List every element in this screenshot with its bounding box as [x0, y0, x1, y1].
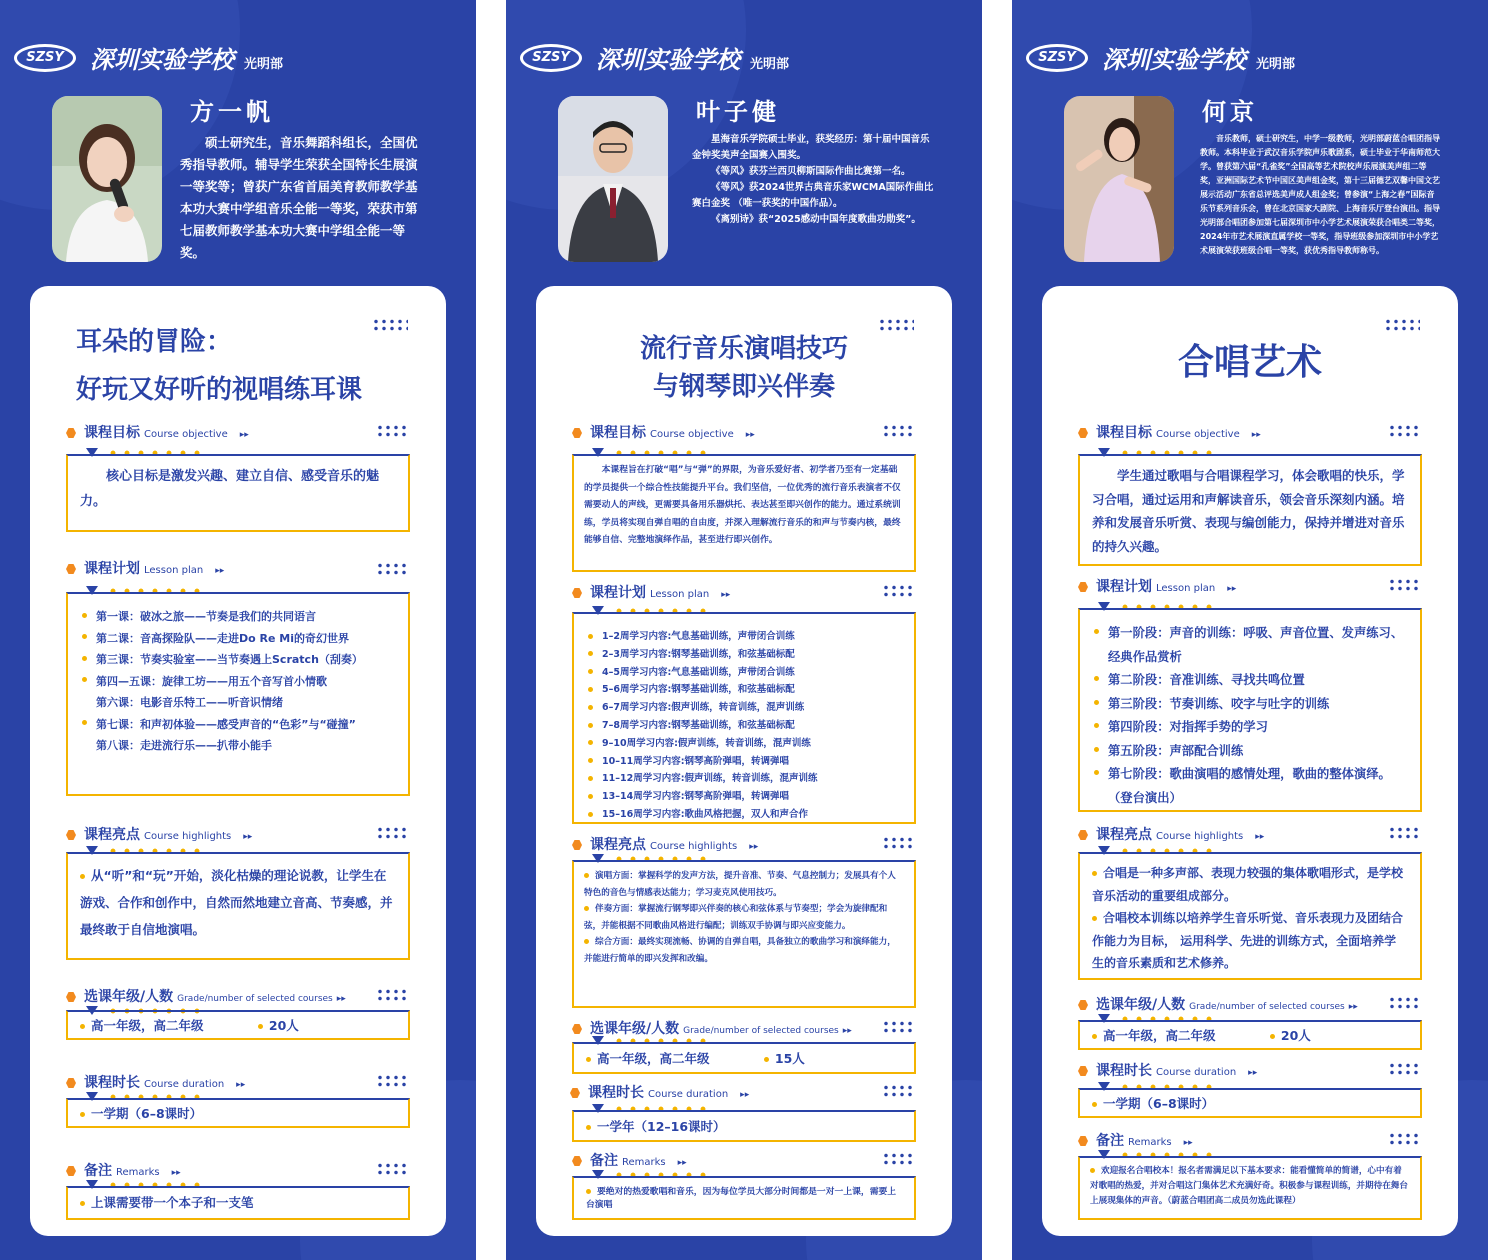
- dot-grid-icon: [1388, 826, 1420, 840]
- list-item: 第一课：破冰之旅——节奏是我们的共同语言: [80, 606, 396, 628]
- section-title: 课程计划: [1096, 579, 1152, 595]
- school-logo-icon: SZSY: [14, 44, 76, 72]
- section-title: 课程目标: [84, 425, 140, 441]
- remarks-value: 欢迎报名合唱校本！报名者需满足以下基本要求：能看懂简单的简谱，心中有着对歌唱的热爱，并对合唱这门集体艺术充满好奇。积极参与课程训练，并期待在舞台上展现集体的声音。（蔚蓝合唱团高二成员勿选此课程）: [1090, 1166, 1408, 1206]
- dot-grid-icon: [882, 1020, 914, 1034]
- remarks-box: [66, 1186, 410, 1220]
- section-remarks-header: [1078, 1130, 1193, 1150]
- list-item: 2–3周学习内容:钢琴基础训练，和弦基础标配: [586, 646, 902, 664]
- course-card: [30, 286, 446, 1236]
- dot-grid-icon: [376, 424, 408, 438]
- teacher-photo: [52, 96, 162, 262]
- poster-panel-3: [1012, 0, 1488, 1260]
- section-subtitle: Course duration: [144, 1079, 225, 1090]
- duration-value: 一学期（6–8课时）: [91, 1106, 203, 1121]
- duration-value: 一学年（12–16课时）: [597, 1119, 726, 1134]
- dot-grid-icon: [376, 988, 408, 1002]
- highlight-item: 合唱校本训练以培养学生音乐听觉、音乐表现力及团结合作能力为目标， 运用科学、先进的训练方式，全面培养学生的音乐素质和艺术修养。: [1092, 911, 1404, 970]
- section-subtitle: Course highlights: [1156, 831, 1244, 842]
- list-item: 4–5周学习内容:气息基础训练，声带闭合训练: [586, 664, 902, 682]
- section-subtitle: Course duration: [648, 1089, 729, 1100]
- section-title: 课程时长: [588, 1085, 644, 1101]
- dot-grid-icon: [1388, 578, 1420, 592]
- list-item: 13–14周学习内容:钢琴高阶弹唱，转调弹唱: [586, 788, 902, 806]
- bullet-icon: [1270, 1034, 1275, 1039]
- double-arrow-icon: ▸▸: [1183, 1138, 1193, 1148]
- section-subtitle: Course duration: [1156, 1067, 1237, 1078]
- section-plan-header: [66, 558, 224, 578]
- dot-grid-icon: [376, 826, 408, 840]
- section-highlights-header: [1078, 824, 1264, 844]
- hexagon-bullet-icon: [66, 830, 76, 840]
- teacher-bio: 硕士研究生，音乐舞蹈科组长，全国优秀指导教师。辅导学生荣获全国特长生展演一等奖等；曾获广东省首届美育教师教学基本功大赛中学组音乐全能一等奖，荣获市第七届教师教学基本功大赛中学组全能一等奖。: [180, 135, 418, 260]
- double-arrow-icon: ▸▸: [1251, 430, 1261, 440]
- section-subtitle: Course highlights: [144, 831, 232, 842]
- dot-grid-icon: [1388, 996, 1420, 1010]
- section-subtitle: Lesson plan: [650, 589, 710, 600]
- course-title-line-2: 好玩又好听的视唱练耳课: [76, 375, 363, 405]
- hexagon-bullet-icon: [66, 992, 76, 1002]
- objective-text: 本课程旨在打破“唱”与“弹”的界限，为音乐爱好者、初学者乃至有一定基础的学员提供一个综合性技能提升平台。我们坚信，一位优秀的流行音乐表演者不仅需要动人的声线，更需要具备用乐器烘托、表达甚至即兴创作的能力。通过系统训练，学员将实现自弹自唱的自由度，并深入理解流行音乐的和声与节奏内核，最终能够自信、完整地演绎作品，甚至进行即兴创作。: [584, 465, 901, 545]
- section-grade-header: [572, 1018, 852, 1038]
- plan-box: [66, 592, 410, 796]
- section-duration-header: [570, 1082, 749, 1102]
- bio-line: 《离别诗》获“2025感动中国年度歌曲功勋奖”。: [711, 214, 921, 225]
- section-title: 备注: [84, 1163, 112, 1179]
- hexagon-bullet-icon: [1078, 1136, 1088, 1146]
- highlights-box: [1078, 852, 1422, 980]
- section-duration-header: [66, 1072, 245, 1092]
- school-name: 深圳实验学校: [90, 45, 234, 74]
- section-subtitle: Course objective: [1156, 429, 1240, 440]
- highlights-text: 从“听”和“玩”开始，淡化枯燥的理论说教，让学生在游戏、合作和创作中，自然而然地建立音高、节奏感，并最终敢于自信地演唱。: [80, 868, 393, 937]
- bullet-icon: [584, 873, 589, 878]
- section-highlights-header: [66, 824, 252, 844]
- section-remarks-header: [572, 1150, 687, 1170]
- double-arrow-icon: ▸▸: [236, 1080, 246, 1090]
- section-subtitle: Grade/number of selected courses: [1189, 1002, 1345, 1012]
- bullet-icon: [586, 1125, 591, 1130]
- list-item: 第七课：和声初体验——感受声音的“色彩”与“碰撞”: [80, 714, 396, 736]
- double-arrow-icon: ▸▸: [1348, 1002, 1358, 1012]
- dot-grid-icon: [1388, 424, 1420, 438]
- duration-value: 一学期（6–8课时）: [1103, 1096, 1215, 1111]
- school-campus: 光明部: [750, 57, 790, 72]
- section-title: 备注: [590, 1153, 618, 1169]
- bullet-icon: [586, 1057, 591, 1062]
- section-duration-header: [1078, 1060, 1257, 1080]
- school-logo: [14, 40, 283, 75]
- bio-line: 《等风》获芬兰西贝柳斯国际作曲比赛第一名。: [711, 166, 911, 177]
- section-subtitle: Grade/number of selected courses: [683, 1026, 839, 1036]
- section-subtitle: Course highlights: [650, 841, 738, 852]
- double-arrow-icon: ▸▸: [677, 1158, 687, 1168]
- bullet-icon: [80, 1112, 85, 1117]
- list-item: 15–16周学习内容:歌曲风格把握，双人和声合作: [586, 806, 902, 824]
- section-objective-header: [1078, 422, 1261, 442]
- grade-value: 高一年级，高二年级: [1103, 1028, 1216, 1043]
- school-logo-icon: SZSY: [520, 44, 582, 72]
- course-card: [536, 286, 952, 1236]
- duration-box: [1078, 1088, 1422, 1118]
- course-title-line-2: 与钢琴即兴伴奏: [652, 372, 835, 402]
- hexagon-bullet-icon: [66, 564, 76, 574]
- highlight-item: 合唱是一种多声部、表现力较强的集体歌唱形式，是学校音乐活动的重要组成部分。: [1092, 866, 1404, 903]
- bullet-icon: [1092, 871, 1097, 876]
- hexagon-bullet-icon: [1078, 830, 1088, 840]
- double-arrow-icon: ▸▸: [1248, 1068, 1258, 1078]
- list-item: 9–10周学习内容:假声训练，转音训练，混声训练: [586, 735, 902, 753]
- list-item: 第三课：节奏实验室——当节奏遇上Scratch（刮奏）: [80, 649, 396, 671]
- list-item: 第一阶段：声音的训练：呼吸、声音位置、发声练习、经典作品赏析: [1092, 622, 1408, 669]
- teacher-name: 何京: [1202, 98, 1258, 126]
- hexagon-bullet-icon: [66, 1078, 76, 1088]
- teacher-name: 方一帆: [190, 98, 274, 126]
- grade-box: [1078, 1020, 1422, 1050]
- double-arrow-icon: ▸▸: [171, 1168, 181, 1178]
- list-item: 第七阶段：歌曲演唱的感情处理，歌曲的整体演绎。（登台演出）: [1092, 763, 1408, 810]
- section-remarks-header: [66, 1160, 181, 1180]
- highlight-item: 综合方面：最终实现流畅、协调的自弹自唱，具备独立的歌曲学习和演绎能力，并能进行简单的即兴发挥和改编。: [584, 937, 896, 964]
- hexagon-bullet-icon: [1078, 1066, 1088, 1076]
- dot-grid-icon: [882, 1152, 914, 1166]
- section-title: 备注: [1096, 1133, 1124, 1149]
- section-subtitle: Remarks: [116, 1167, 160, 1178]
- objective-box: [572, 454, 916, 572]
- dot-grid-icon: [882, 836, 914, 850]
- section-subtitle: Lesson plan: [144, 565, 204, 576]
- bullet-icon: [764, 1057, 769, 1062]
- objective-box: [1078, 454, 1422, 566]
- school-logo-icon: SZSY: [1026, 44, 1088, 72]
- plan-box: [572, 612, 916, 824]
- section-title: 选课年级/人数: [590, 1021, 680, 1037]
- double-arrow-icon: ▸▸: [740, 1090, 750, 1100]
- bullet-icon: [1092, 916, 1097, 921]
- dot-grid-icon: [882, 424, 914, 438]
- dot-grid-icon: [882, 584, 914, 598]
- course-title-line-1: 流行音乐演唱技巧: [639, 334, 848, 364]
- remarks-box: [1078, 1156, 1422, 1220]
- hexagon-bullet-icon: [572, 840, 582, 850]
- double-arrow-icon: ▸▸: [336, 994, 346, 1004]
- highlight-item: 伴奏方面：掌握流行钢琴即兴伴奏的核心和弦体系与节奏型；学会为旋律配和弦，并能根据不同歌曲风格进行编配；训练双手协调与即兴应变能力。: [584, 904, 888, 931]
- list-item: 6–7周学习内容:假声训练，转音训练，混声训练: [586, 699, 902, 717]
- section-title: 课程目标: [590, 425, 646, 441]
- school-logo: [520, 40, 789, 75]
- bullet-icon: [1092, 1034, 1097, 1039]
- bullet-icon: [80, 1201, 85, 1206]
- hexagon-bullet-icon: [66, 1166, 76, 1176]
- dot-grid-icon: [376, 1074, 408, 1088]
- dot-grid-icon: [1384, 318, 1420, 332]
- double-arrow-icon: ▸▸: [842, 1026, 852, 1036]
- poster-panel-1: [0, 0, 476, 1260]
- teacher-bio: 音乐教师，硕士研究生，中学一级教师，光明部蔚蓝合唱团指导教师。本科毕业于武汉音乐学院声乐歌剧系，硕士毕业于华南师范大学。曾获第六届“孔雀奖”全国高等艺术院校声乐展演美声组二等奖，亚洲国际艺术节中国区美声组金奖，第十三届德艺双馨中国文艺展示活动广东省总评选美声成人组金奖；曾参演“上海之春”国际音乐节系列音乐会，曾在北京国家大剧院、上海音乐厅登台演出。指导光明部合唱团参加第七届深圳市中小学艺术展演荣获合唱类二等奖，2024年市艺术展演直属学校一等奖，指导班级参加深圳市中小学艺术展演荣获班级合唱一等奖，获优秀指导教师称号。: [1200, 134, 1440, 255]
- section-subtitle: Course objective: [650, 429, 734, 440]
- section-subtitle: Grade/number of selected courses: [177, 994, 333, 1004]
- hexagon-bullet-icon: [572, 428, 582, 438]
- bullet-icon: [258, 1024, 263, 1029]
- list-item: 第四阶段：对指挥手势的学习: [1092, 716, 1408, 740]
- bullet-icon: [584, 906, 589, 911]
- teacher-photo: [558, 96, 668, 262]
- section-grade-header: [66, 986, 346, 1006]
- section-plan-header: [1078, 576, 1236, 596]
- list-item: 第二课：音高探险队——走进Do Re Mi的奇幻世界: [80, 628, 396, 650]
- course-title-line-1: 耳朵的冒险：: [76, 327, 233, 357]
- grade-box: [572, 1042, 916, 1074]
- grade-value: 高一年级，高二年级: [91, 1018, 204, 1033]
- hexagon-bullet-icon: [572, 1156, 582, 1166]
- count-value: 20人: [268, 1018, 299, 1033]
- duration-box: [66, 1098, 410, 1128]
- plan-box: [1078, 608, 1422, 812]
- course-title: [30, 318, 476, 414]
- highlight-item: 演唱方面：掌握科学的发声方法，提升音准、节奏、气息控制力；发展具有个人特色的音色与情感表达能力；学习麦克风使用技巧。: [584, 871, 896, 898]
- bio-line: 星海音乐学院硕士毕业，获奖经历：第十届中国音乐金钟奖美声全国赛入围奖。: [692, 134, 930, 161]
- section-title: 课程亮点: [84, 827, 140, 843]
- count-value: 20人: [1280, 1028, 1311, 1043]
- double-arrow-icon: ▸▸: [1227, 584, 1237, 594]
- list-item: 第五阶段：声部配合训练: [1092, 740, 1408, 764]
- dot-grid-icon: [882, 1084, 914, 1098]
- list-item: 第二阶段：音准训练、寻找共鸣位置: [1092, 669, 1408, 693]
- list-item: 第八课：走进流行乐——扒带小能手: [96, 739, 272, 752]
- teacher-bio: [692, 132, 936, 228]
- grade-box: [66, 1010, 410, 1040]
- school-logo: [1026, 40, 1295, 75]
- course-title: 合唱艺术: [1177, 341, 1322, 383]
- poster-panel-2: [506, 0, 982, 1260]
- hexagon-bullet-icon: [1078, 582, 1088, 592]
- double-arrow-icon: ▸▸: [745, 430, 755, 440]
- double-arrow-icon: ▸▸: [243, 832, 253, 842]
- double-arrow-icon: ▸▸: [721, 590, 731, 600]
- highlights-box: [572, 860, 916, 1008]
- remarks-box: [572, 1176, 916, 1220]
- objective-text: 学生通过歌唱与合唱课程学习，体会歌唱的快乐，学习合唱，通过运用和声解读音乐，领会音乐深刻内涵。培养和发展音乐听赏、表现与编创能力，保持并增进对音乐的持久兴趣。: [1092, 468, 1405, 554]
- hexagon-bullet-icon: [572, 1024, 582, 1034]
- list-item: 1–2周学习内容:气息基础训练，声带闭合训练: [586, 628, 902, 646]
- school-name: 深圳实验学校: [596, 45, 740, 74]
- section-title: 选课年级/人数: [1096, 997, 1186, 1013]
- bullet-icon: [586, 1189, 591, 1194]
- double-arrow-icon: ▸▸: [215, 566, 225, 576]
- section-title: 课程计划: [590, 585, 646, 601]
- teacher-photo: [1064, 96, 1174, 262]
- bullet-icon: [80, 1024, 85, 1029]
- school-campus: 光明部: [244, 57, 284, 72]
- double-arrow-icon: ▸▸: [239, 430, 249, 440]
- bio-line: 《等风》获2024世界古典音乐家WCMA国际作曲比赛白金奖 （唯一获奖的中国作品）。: [692, 182, 934, 209]
- hexagon-bullet-icon: [1078, 1000, 1088, 1010]
- duration-box: [572, 1110, 916, 1142]
- section-subtitle: Lesson plan: [1156, 583, 1216, 594]
- bullet-icon: [1090, 1168, 1095, 1173]
- section-plan-header: [572, 582, 730, 602]
- objective-box: [66, 454, 410, 532]
- bullet-icon: [1092, 1102, 1097, 1107]
- hexagon-bullet-icon: [66, 428, 76, 438]
- course-card: [1042, 286, 1458, 1236]
- dot-grid-icon: [1388, 1062, 1420, 1076]
- hexagon-bullet-icon: [570, 1088, 580, 1098]
- section-title: 选课年级/人数: [84, 989, 174, 1005]
- list-item: 第四—五课：旋律工坊——用五个音写首小情歌: [80, 671, 396, 693]
- section-title: 课程目标: [1096, 425, 1152, 441]
- hexagon-bullet-icon: [1078, 428, 1088, 438]
- double-arrow-icon: ▸▸: [1255, 832, 1265, 842]
- hexagon-bullet-icon: [572, 588, 582, 598]
- list-item: 11–12周学习内容:假声训练，转音训练，混声训练: [586, 770, 902, 788]
- grade-value: 高一年级，高二年级: [597, 1051, 710, 1066]
- remarks-value: 上课需要带一个本子和一支笔: [91, 1195, 254, 1210]
- section-subtitle: Course objective: [144, 429, 228, 440]
- section-objective-header: [572, 422, 755, 442]
- highlights-box: [66, 852, 410, 960]
- list-item: 7–8周学习内容:钢琴基础训练，和弦基础标配: [586, 717, 902, 735]
- section-title: 课程计划: [84, 561, 140, 577]
- school-name: 深圳实验学校: [1102, 45, 1246, 74]
- section-title: 课程亮点: [590, 837, 646, 853]
- section-subtitle: Remarks: [1128, 1137, 1172, 1148]
- dot-grid-icon: [376, 562, 408, 576]
- course-title: [536, 330, 952, 406]
- section-title: 课程时长: [1096, 1063, 1152, 1079]
- bullet-icon: [584, 939, 589, 944]
- school-campus: 光明部: [1256, 57, 1296, 72]
- section-subtitle: Remarks: [622, 1157, 666, 1168]
- list-item: 第三阶段：节奏训练、咬字与吐字的训练: [1092, 693, 1408, 717]
- count-value: 15人: [774, 1051, 805, 1066]
- dot-grid-icon: [376, 1162, 408, 1176]
- list-item: 5–6周学习内容:钢琴基础训练，和弦基础标配: [586, 681, 902, 699]
- teacher-name: 叶子健: [696, 98, 780, 126]
- remarks-value: 要绝对的热爱歌唱和音乐，因为每位学员大部分时间都是一对一上课，需要上台演唱: [586, 1187, 897, 1210]
- dot-grid-icon: [1388, 1132, 1420, 1146]
- objective-text: 核心目标是激发兴趣、建立自信、感受音乐的魅力。: [80, 469, 380, 509]
- section-objective-header: [66, 422, 249, 442]
- section-title: 课程时长: [84, 1075, 140, 1091]
- bullet-icon: [80, 874, 85, 879]
- list-item: 第六课：电影音乐特工——听音识情绪: [96, 696, 283, 709]
- section-grade-header: [1078, 994, 1358, 1014]
- section-title: 课程亮点: [1096, 827, 1152, 843]
- double-arrow-icon: ▸▸: [749, 842, 759, 852]
- section-highlights-header: [572, 834, 758, 854]
- list-item: 10–11周学习内容:钢琴高阶弹唱，转调弹唱: [586, 753, 902, 771]
